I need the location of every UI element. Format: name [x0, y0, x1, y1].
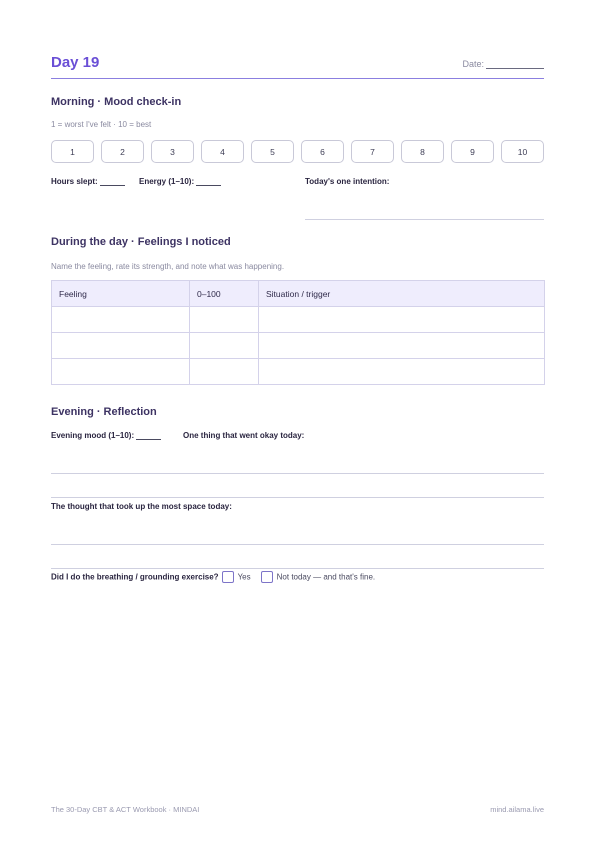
date-field [462, 59, 544, 69]
exercise-question [51, 571, 375, 583]
strength-cell[interactable] [190, 333, 259, 359]
energy-field [139, 177, 221, 186]
mood-option-9[interactable]: 9 [451, 140, 494, 163]
column-header-situation: Situation / trigger [259, 281, 545, 307]
hours-slept-field [51, 177, 125, 186]
energy-label: Energy (1–10): [139, 177, 195, 186]
not-today-option-label: Not today — and that's fine. [276, 572, 376, 582]
thought-label: The thought that took up the most space today: [51, 502, 232, 511]
evening-mood-field [51, 431, 161, 440]
intention-label: Today's one intention: [305, 177, 390, 186]
mood-scale-hint: 1 = worst I've felt · 10 = best [51, 120, 152, 129]
situation-cell[interactable] [259, 333, 545, 359]
morning-section-title: Morning · Mood check-in [51, 96, 182, 108]
energy-input[interactable] [196, 177, 221, 186]
table-row [52, 307, 545, 333]
mood-option-2[interactable]: 2 [101, 140, 144, 163]
feeling-cell[interactable] [52, 307, 190, 333]
table-header-row [52, 281, 545, 307]
mood-option-4[interactable]: 4 [201, 140, 244, 163]
date-label: Date: [462, 59, 484, 69]
day-section-title: During the day · Feelings I noticed [51, 236, 231, 248]
mood-option-1[interactable]: 1 [51, 140, 94, 163]
hours-slept-label: Hours slept: [51, 177, 98, 186]
okay-thing-input-line[interactable] [51, 473, 544, 474]
thought-input-line[interactable] [51, 544, 544, 545]
situation-cell[interactable] [259, 359, 545, 385]
footer-left: The 30-Day CBT & ACT Workbook · MINDAI [51, 805, 200, 814]
evening-mood-label: Evening mood (1–10): [51, 431, 135, 440]
exercise-label: Did I do the breathing / grounding exercise? [51, 572, 219, 582]
strength-cell[interactable] [190, 307, 259, 333]
mood-option-7[interactable]: 7 [351, 140, 394, 163]
table-row [52, 333, 545, 359]
okay-thing-input-line-2[interactable] [51, 497, 544, 498]
feelings-table [51, 280, 545, 385]
feelings-instructions: Name the feeling, rate its strength, and note what was happening. [51, 262, 285, 271]
mood-option-8[interactable]: 8 [401, 140, 444, 163]
yes-option-label: Yes [237, 572, 251, 582]
mood-option-3[interactable]: 3 [151, 140, 194, 163]
mood-option-6[interactable]: 6 [301, 140, 344, 163]
thought-input-line-2[interactable] [51, 568, 544, 569]
okay-thing-label: One thing that went okay today: [183, 431, 305, 440]
yes-checkbox[interactable] [222, 571, 234, 583]
column-header-strength: 0–100 [190, 281, 259, 307]
feeling-cell[interactable] [52, 359, 190, 385]
hours-slept-input[interactable] [100, 177, 125, 186]
footer-right[interactable]: mind.ailama.live [490, 805, 544, 814]
table-row [52, 359, 545, 385]
page-header [51, 52, 544, 79]
date-input-line[interactable] [486, 59, 544, 69]
evening-mood-input[interactable] [136, 431, 161, 440]
strength-cell[interactable] [190, 359, 259, 385]
feeling-cell[interactable] [52, 333, 190, 359]
mood-option-10[interactable]: 10 [501, 140, 544, 163]
column-header-feeling: Feeling [52, 281, 190, 307]
situation-cell[interactable] [259, 307, 545, 333]
mood-option-5[interactable]: 5 [251, 140, 294, 163]
not-today-checkbox[interactable] [261, 571, 273, 583]
mood-scale [51, 140, 544, 164]
evening-section-title: Evening · Reflection [51, 406, 157, 418]
intention-input-line[interactable] [305, 219, 544, 220]
day-title: Day 19 [51, 54, 100, 71]
